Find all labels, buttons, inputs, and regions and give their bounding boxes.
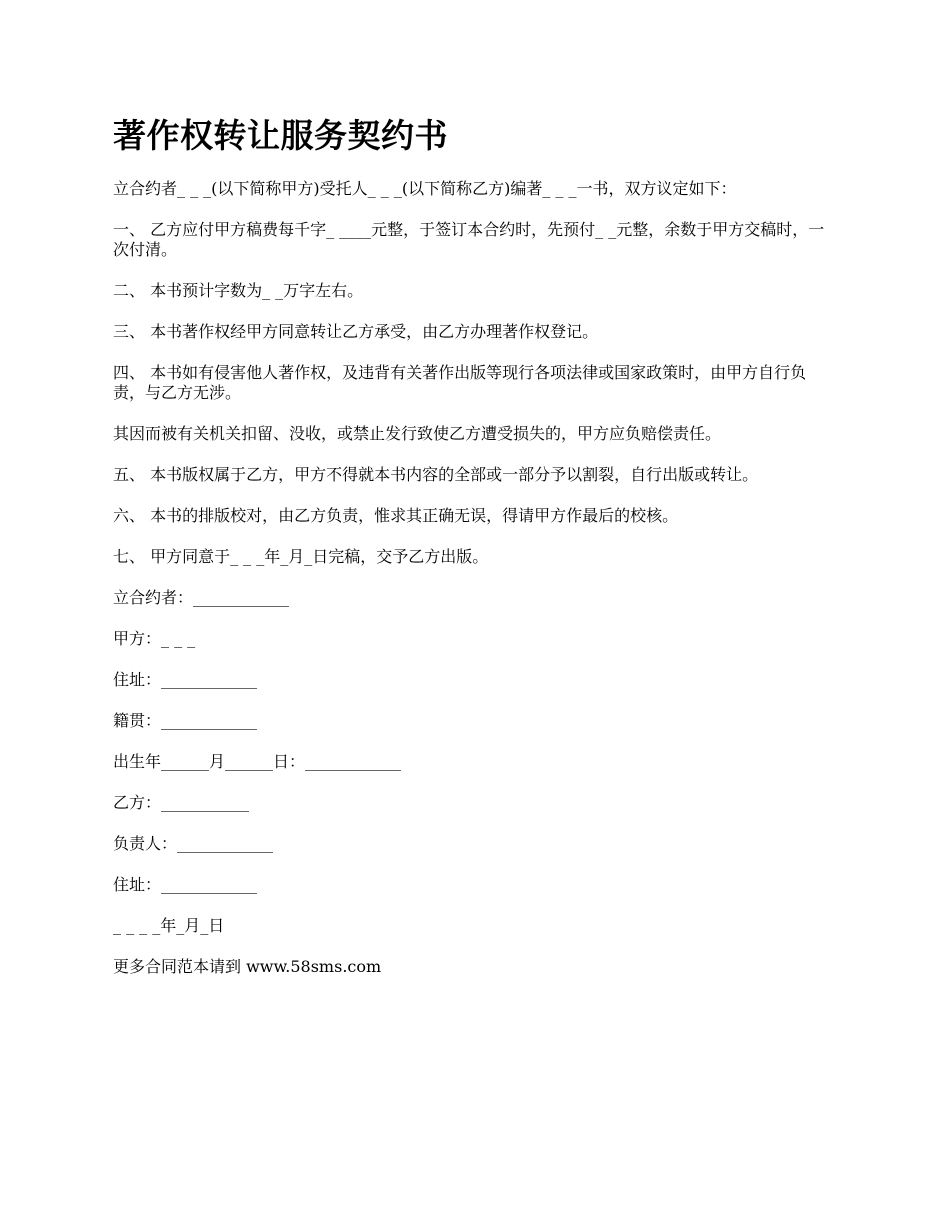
signing-date-line: _ _ _ _年_月_日 — [113, 916, 225, 935]
clause-2: 二、 本书预计字数为_ _万字左右。 — [113, 281, 364, 300]
party-b-line: 乙方：___________ — [113, 793, 250, 812]
party-a-address-line: 住址：____________ — [113, 670, 258, 689]
clause-3: 三、 本书著作权经甲方同意转让乙方承受，由乙方办理著作权登记。 — [113, 322, 599, 341]
clause-4-continuation: 其因而被有关机关扣留、没收，或禁止发行致使乙方遭受损失的，甲方应负赔偿责任。 — [113, 424, 722, 443]
clause-7: 七、 甲方同意于_ _ _年_月_日完稿，交予乙方出版。 — [113, 547, 489, 566]
document-title: 著作权转让服务契约书 — [113, 116, 448, 155]
party-b-address-line: 住址：____________ — [113, 875, 258, 894]
party-b-representative-line: 负责人：____________ — [113, 834, 274, 853]
clause-1: 一、 乙方应付甲方稿费每千字_ ____元整，于签订本合约时，先预付_ _元整，余数于甲方交稿时，一次付清。 — [113, 220, 825, 259]
party-a-line: 甲方：_ _ _ — [113, 629, 196, 648]
party-a-origin-line: 籍贯：____________ — [113, 711, 258, 730]
party-a-birthdate-line: 出生年______月______日：____________ — [113, 752, 402, 771]
footer-note: 更多合同范本请到 www.58sms.com — [113, 957, 382, 976]
clause-5: 五、 本书版权属于乙方，甲方不得就本书内容的全部或一部分予以割裂，自行出版或转让。 — [113, 465, 759, 484]
clause-4: 四、 本书如有侵害他人著作权，及违背有关著作出版等现行各项法律或国家政策时，由甲方自行负责，与乙方无涉。 — [113, 363, 807, 402]
intro-paragraph: 立合约者_ _ _(以下简称甲方)受托人_ _ _(以下简称乙方)编著_ _ _一书，双方议定如下： — [113, 179, 737, 198]
signatory-line: 立合约者：____________ — [113, 588, 290, 607]
document-page — [113, 112, 833, 998]
clause-6: 六、 本书的排版校对，由乙方负责，惟求其正确无误，得请甲方作最后的校核。 — [113, 506, 679, 525]
